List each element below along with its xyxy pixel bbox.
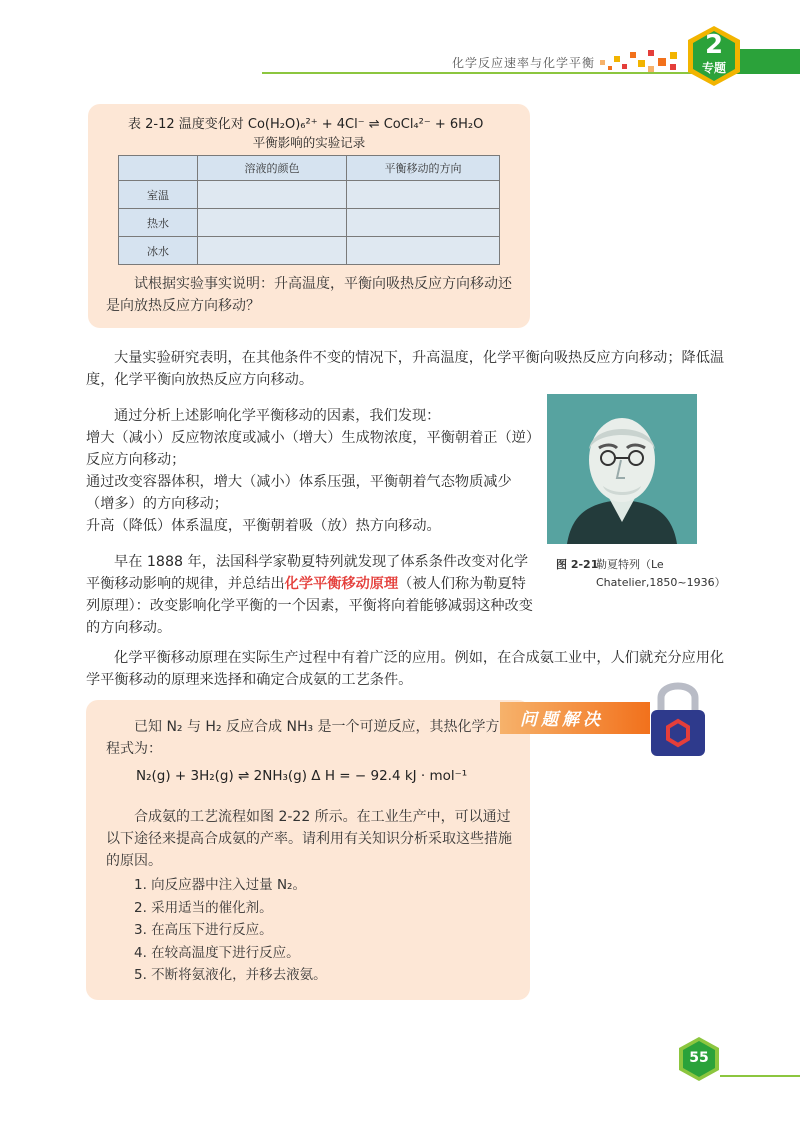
list-item: 4. 在较高温度下进行反应。 <box>134 944 300 961</box>
table-row-label: 冰水 <box>119 237 198 265</box>
problem-description: 合成氨的工艺流程如图 2-22 所示。在工业生产中，可以通过以下途径来提高合成氨的产率。请利用有关知识分析采取这些措施的原因。 <box>106 809 512 869</box>
table-caption: 表 2-12 温度变化对 Co(H₂O)₆²⁺ + 4Cl⁻ ⇌ CoCl₄²⁻ + 6H₂O <box>128 117 484 132</box>
table-row-label: 热水 <box>119 209 198 237</box>
problem-banner-label: 问题解决 <box>520 710 604 730</box>
table-cell <box>198 209 347 237</box>
table-header-row <box>119 156 500 181</box>
table-cell <box>347 209 500 237</box>
table-header-cell: 溶液的颜色 <box>198 156 347 181</box>
table-cell <box>347 181 500 209</box>
principle-highlight: 化学平衡移动原理 <box>284 576 399 592</box>
figure-label: 图 2-21 <box>556 558 599 571</box>
table-row <box>119 237 500 265</box>
le-chatelier-text-a: 早在 1888 年，法国科学家勒夏特列就发现了体系条件改变对化学平衡移动影响的规律，并总结出 <box>86 554 529 592</box>
list-item: 3. 在高压下进行反应。 <box>134 922 273 938</box>
findings-concentration: 增大（减小）反应物浓度或减小（增大）生成物浓度，平衡朝着正（逆）反应方向移动； <box>86 430 533 468</box>
paragraph-temperature: 大量实验研究表明，在其他条件不变的情况下，升高温度，化学平衡向吸热反应方向移动；降低温度，化学平衡向放热反应方向移动。 <box>86 350 725 388</box>
table-cell <box>347 237 500 265</box>
chapter-number: 2 <box>704 30 724 60</box>
le-chatelier-portrait <box>547 394 697 544</box>
table-row <box>119 209 500 237</box>
table-row <box>119 181 500 209</box>
table-header-cell: 平衡移动的方向 <box>347 156 500 181</box>
le-chatelier-text-b: （被人们称为勒夏特列原理）：改变影响化学平衡的一个因素，平衡将向着能够减弱这种改变的方向移动。 <box>86 576 533 636</box>
table-row-label: 室温 <box>119 181 198 209</box>
header-dot-pattern-icon <box>596 46 688 76</box>
running-header-title: 化学反应速率与化学平衡 <box>452 56 596 70</box>
findings-intro: 通过分析上述影响化学平衡移动的因素，我们发现： <box>114 408 441 424</box>
padlock-icon <box>645 676 711 758</box>
chapter-word: 专题 <box>701 61 726 75</box>
table-cell <box>198 181 347 209</box>
experiment-table <box>118 155 500 265</box>
findings-temperature: 升高（降低）体系温度，平衡朝着吸（放）热方向移动。 <box>86 518 441 534</box>
table-caption-subtitle: 平衡影响的实验记录 <box>252 135 366 150</box>
footer-rule <box>720 1075 800 1077</box>
problem-list <box>134 874 327 987</box>
paragraph-application: 化学平衡移动原理在实际生产过程中有着广泛的应用。例如，在合成氨工业中，人们就充分应用化学平衡移动的原理来选择和确定合成氨的工艺条件。 <box>86 650 725 688</box>
figure-caption: 勒夏特列（Le Chatelier,1850~1936） <box>596 558 726 589</box>
thermochemical-equation: N₂(g) + 3H₂(g) ⇌ 2NH₃(g) Δ H = − 92.4 kJ · mol⁻¹ <box>136 768 468 784</box>
paragraph-le-chatelier <box>86 551 536 639</box>
problem-intro: 已知 N₂ 与 H₂ 反应合成 NH₃ 是一个可逆反应，其热化学方程式为： <box>106 719 500 757</box>
list-item: 2. 采用适当的催化剂。 <box>134 899 273 916</box>
table-cell <box>198 237 347 265</box>
paragraph-findings <box>86 405 536 537</box>
list-item: 5. 不断将氨液化，并移去液氨。 <box>134 967 327 983</box>
findings-pressure: 通过改变容器体积，增大（减小）体系压强，平衡朝着气态物质减少（增多）的方向移动； <box>86 474 512 512</box>
experiment-question: 试根据实验事实说明：升高温度，平衡向吸热反应方向移动还是向放热反应方向移动？ <box>106 276 512 314</box>
list-item: 1. 向反应器中注入过量 N₂。 <box>134 877 306 893</box>
table-header-cell <box>119 156 198 181</box>
page-number: 55 <box>689 1050 709 1066</box>
